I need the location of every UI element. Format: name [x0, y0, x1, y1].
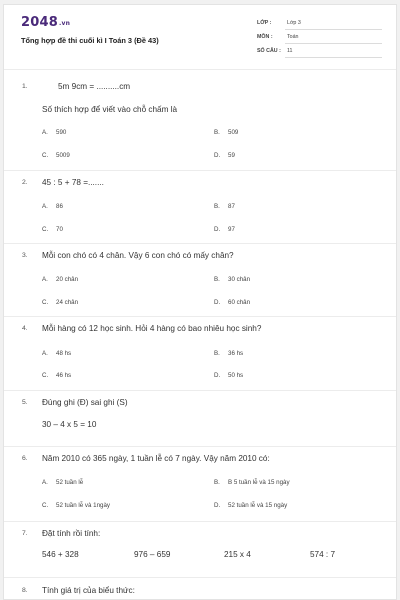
calc-expression: 546 + 328 [42, 550, 79, 559]
question-number: 8. [22, 587, 28, 594]
divider [4, 170, 396, 171]
meta-class: LỚP : Lớp 3 [257, 18, 382, 30]
option-c[interactable]: C. 46 hs [42, 372, 72, 379]
question-number: 7. [22, 530, 28, 537]
question-text: 45 : 5 + 78 =....... [42, 178, 104, 187]
option-c[interactable]: C. 52 tuần lễ và 1ngày [42, 502, 111, 509]
question-text: Đúng ghi (Đ) sai ghi (S) [42, 398, 128, 407]
option-d[interactable]: D. 60 chân [214, 299, 251, 306]
option-d[interactable]: D. 59 [214, 152, 235, 159]
exam-title: Tổng hợp đề thi cuối kì I Toán 3 (Đề 43) [21, 36, 159, 45]
option-a[interactable]: A. 20 chân [42, 276, 79, 283]
question-text: Mỗi con chó có 4 chân. Vậy 6 con chó có mấy chân? [42, 251, 234, 260]
question-text: Đặt tính rồi tính: [42, 529, 101, 538]
question-text: Mỗi hàng có 12 học sinh. Hỏi 4 hàng có bao nhiêu học sinh? [42, 324, 262, 333]
calc-expression: 215 x 4 [224, 550, 251, 559]
option-a[interactable]: A. 590 [42, 129, 67, 136]
question-number: 4. [22, 325, 28, 332]
divider [4, 390, 396, 391]
calc-expression: 976 – 659 [134, 550, 171, 559]
option-a[interactable]: A. 86 [42, 203, 63, 210]
question-number: 2. [22, 179, 28, 186]
divider [4, 577, 396, 578]
option-b[interactable]: B. B 5 tuần lễ và 15 ngày [214, 479, 290, 486]
option-b[interactable]: B. 87 [214, 203, 235, 210]
divider [4, 521, 396, 522]
option-a[interactable]: A. 48 hs [42, 350, 72, 357]
meta-subject: MÔN : Toán [257, 32, 382, 44]
meta-question-count: SỐ CÂU : 11 [257, 46, 382, 58]
option-b[interactable]: B. 30 chân [214, 276, 251, 283]
option-b[interactable]: B. 509 [214, 129, 239, 136]
option-c[interactable]: C. 70 [42, 226, 63, 233]
option-c[interactable]: C. 5009 [42, 152, 70, 159]
question-subtext: Số thích hợp để viết vào chỗ chấm là [42, 105, 178, 114]
question-number: 5. [22, 399, 28, 406]
question-number: 1. [22, 83, 28, 90]
option-d[interactable]: D. 50 hs [214, 372, 244, 379]
question-text: 5m 9cm = ..........cm [58, 82, 131, 91]
calc-expression: 574 : 7 [310, 550, 336, 559]
exam-header [4, 5, 396, 67]
divider [4, 446, 396, 447]
divider [4, 316, 396, 317]
option-d[interactable]: D. 97 [214, 226, 235, 233]
question-subtext: 30 – 4 x 5 = 10 [42, 420, 97, 429]
question-text: Năm 2010 có 365 ngày, 1 tuần lễ có 7 ngày. Vậy năm 2010 có: [42, 454, 270, 463]
divider [4, 243, 396, 244]
option-b[interactable]: B. 36 hs [214, 350, 244, 357]
option-c[interactable]: C. 24 chân [42, 299, 79, 306]
exam-page [3, 4, 397, 600]
option-a[interactable]: A. 52 tuần lễ [42, 479, 84, 486]
divider [4, 69, 396, 70]
site-logo[interactable]: 2048.vn [21, 15, 71, 30]
question-number: 6. [22, 455, 28, 462]
question-number: 3. [22, 252, 28, 259]
option-d[interactable]: D. 52 tuần lễ và 15 ngày [214, 502, 288, 509]
question-text: Tính giá trị của biểu thức: [42, 586, 135, 595]
